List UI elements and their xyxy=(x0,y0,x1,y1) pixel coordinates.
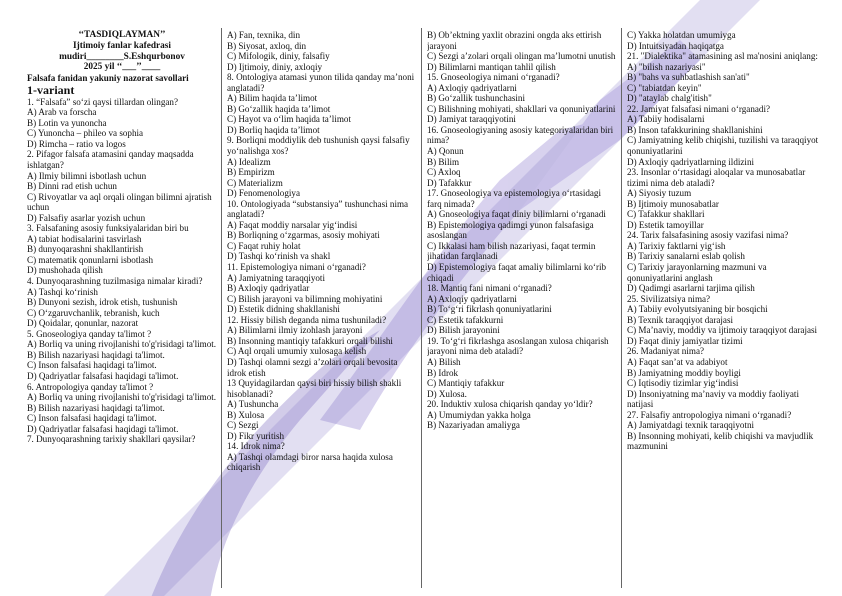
question-line: 2. Pifagor falsafa atamasini qanday maqsadda ishlatgan? xyxy=(27,149,194,171)
question-line: 22. Jamiyat falsafasi nimani o‘rganadi? xyxy=(627,103,771,114)
question-line: C) Materializm xyxy=(227,177,283,188)
question-line: B) Ijtimoiy munosabatlar xyxy=(627,198,719,209)
question-line: A) tabiat hodisalarini tasvirlash xyxy=(27,233,142,244)
question-line: 24. Tarix falsafasining asosiy vazifasi nima? xyxy=(627,230,789,241)
question-line: 18. Mantiq fani nimani o‘rganadi? xyxy=(427,283,552,294)
variant-title: 1-variant xyxy=(27,82,75,97)
question-line: 25. Sivilizatsiya nima? xyxy=(627,293,711,304)
question-line: B) To‘g‘ri fikrlash qonuniyatlarini xyxy=(427,304,552,315)
question-line: A) Bilim haqida ta’limot xyxy=(227,93,318,104)
question-line: A) Jamiyatdagi texnik taraqqiyotni xyxy=(627,420,755,431)
column-1 xyxy=(27,30,217,586)
question-line: D) Fikr yuritish xyxy=(227,430,285,441)
question-line: D) Jamiyat taraqqiyotini xyxy=(427,114,516,125)
question-line: A) Idealizm xyxy=(227,156,271,167)
question-line: C) matematik qonunlarni isbotlash xyxy=(27,254,154,265)
column-4-lines xyxy=(627,30,819,452)
question-line: C) Bilish jarayoni va bilimning mohiyatini xyxy=(227,293,383,304)
question-line: B) dunyoqarashni shakllantirish xyxy=(27,244,144,255)
question-line: 3. Falsafaning asosiy funksiyalaridan biri bu xyxy=(27,223,189,234)
question-line: A) Borliq va uning rivojlanishi to'g'risidagi ta'limot. xyxy=(27,392,217,403)
question-line: B) Bilish nazariyasi haqidagi ta'limot. xyxy=(27,402,165,413)
question-line: A) Borliq va uning rivojlanishi to'g'risidagi ta'limot. xyxy=(27,339,217,350)
question-line: D) Faqat diniy jamiyatlar tizimi xyxy=(627,335,743,346)
column-divider-3 xyxy=(621,28,622,588)
question-line: 20. Induktiv xulosa chiqarish qanday yo‘ldir? xyxy=(427,399,593,410)
question-line: D) Qadimgi asarlarni tarjima qilish xyxy=(627,283,755,294)
question-line: D) Estetik tamoyillar xyxy=(627,219,704,230)
question-line: C) Yunoncha – phileo va sophia xyxy=(27,128,144,139)
question-line: 17. Gnoseologiya va epistemologiya o‘rtasidagi farq nimada? xyxy=(427,188,602,209)
question-line: D) Axloqiy qadriyatlarning ildizini xyxy=(627,156,755,167)
column-1-lines xyxy=(27,97,217,445)
question-line: D) Intuitsiyadan haqiqatga xyxy=(627,40,724,51)
question-line: 10. Ontologiyada “substansiya” tushunchasi nima anglatadi? xyxy=(227,198,409,220)
question-line: 21. "Dialektika" atamasining asl ma'nosini aniqlang: xyxy=(627,51,818,62)
question-line: 27. Falsafiy antropologiya nimani o‘rganadi? xyxy=(627,409,792,420)
question-line: A) Bilish xyxy=(427,356,461,367)
question-line: C) Mifologik, diniy, falsafiy xyxy=(227,51,330,62)
question-line: C) Rivoyatlar va aql orqali olingan bilimni ajratish uchun xyxy=(27,191,212,213)
question-line: B) Tarixiy sanalarni eslab qolish xyxy=(627,251,745,262)
question-line: A) Fan, texnika, din xyxy=(227,30,300,40)
question-line: 12. Hissiy bilish deganda nima tushuniladi? xyxy=(227,314,387,325)
question-line: 13 Quyidagilardan qaysi biri hissiy bilish shakli hisoblanadi? xyxy=(227,378,402,399)
question-line: B) Siyosat, axloq, din xyxy=(227,40,307,51)
question-line: C) Hayot va o‘lim haqida ta’limot xyxy=(227,114,352,125)
question-line: B) Texnik taraqqiyot darajasi xyxy=(627,314,734,325)
question-line: D) Falsafiy asarlar yozish uchun xyxy=(27,212,146,223)
question-line: A) Jamiyatning taraqqiyoti xyxy=(227,272,325,283)
question-line: A) Gnoseologiya faqat diniy bilimlarni o‘rganadi xyxy=(427,209,606,220)
question-line: B) Ob’ektning yaxlit obrazini ongda aks ettirish jarayoni xyxy=(427,30,602,51)
question-line: B) "bahs va suhbatlashish san'ati" xyxy=(627,72,750,83)
question-line: C) Yakka holatdan umumiyga xyxy=(627,30,736,40)
question-line: 26. Madaniyat nima? xyxy=(627,346,705,357)
question-line: 1. “Falsafa” so‘zi qaysi tillardan olingan? xyxy=(27,96,179,107)
question-line: A) Faqat san’at va adabiyot xyxy=(627,356,728,367)
question-line: B) Borliqning o‘zgarmas, asosiy mohiyati xyxy=(227,230,380,241)
question-line: D) Estetik didning shakllanishi xyxy=(227,304,340,315)
question-line: C) Ma’naviy, moddiy va ijtimoiy taraqqiyot darajasi xyxy=(627,325,818,336)
question-line: A) Ilmiy bilimni isbotlash uchun xyxy=(27,170,147,181)
question-line: D) Qadriyatlar falsafasi haqidagi ta'limot. xyxy=(27,423,179,434)
question-line: C) Faqat ruhiy holat xyxy=(227,240,301,251)
department-name: Ijtimoiy fanlar kafedrasi xyxy=(73,40,171,51)
question-line: 9. Borliqni moddiylik deb tushunish qaysi falsafiy yo‘nalishga xos? xyxy=(227,135,410,157)
column-2 xyxy=(227,30,417,586)
question-line: C) Sezgi xyxy=(227,420,259,431)
question-line: A) Axloqiy qadriyatlarni xyxy=(427,82,517,93)
question-line: B) Insonning mantiqiy tafakkuri orqali bilishi xyxy=(227,335,393,346)
column-4 xyxy=(627,30,819,586)
question-line: A) Tabiiy hodisalarni xyxy=(627,114,705,125)
question-line: B) Empirizm xyxy=(227,167,275,178)
question-line: C) "tabiatdan keyin" xyxy=(627,82,702,93)
question-line: A) Axloqiy qadriyatlarni xyxy=(427,293,517,304)
question-line: C) O‘zgaruvchanlik, tebranish, kuch xyxy=(27,307,160,318)
question-line: C) Inson falsafasi haqidagi ta'limot. xyxy=(27,360,157,371)
department-head: mudiri________S.Eshqurbonov xyxy=(59,51,185,62)
question-line: C) Tarixiy jarayonlarning mazmuni va qonuniyatlarini anglash xyxy=(627,262,767,283)
question-line: A) Tarixiy faktlarni yig‘ish xyxy=(627,240,726,251)
question-line: 23. Insonlar o‘rtasidagi aloqalar va munosabatlar tizimi nima deb ataladi? xyxy=(627,167,806,188)
question-line: C) Aql orqali umumiy xulosaga kelish xyxy=(227,346,367,357)
question-line: B) Inson tafakkurining shakllanishini xyxy=(627,124,763,135)
question-line: D) Bilimlarni mantiqan tahlil qilish xyxy=(427,61,556,72)
question-line: B) Insonning mohiyati, kelib chiqishi va mavjudlik mazmunini xyxy=(627,430,814,452)
question-line: C) Jamiyatning kelib chiqishi, tuzilishi va taraqqiyot qonuniyatlarini xyxy=(627,135,819,157)
question-line: B) Bilim xyxy=(427,156,460,167)
question-line: A) Qonun xyxy=(427,146,464,157)
question-line: B) Bilish nazariyasi haqidagi ta'limot. xyxy=(27,349,165,360)
question-line: A) Faqat moddiy narsalar yig‘indisi xyxy=(227,219,358,230)
question-line: 14. Idrok nima? xyxy=(227,441,285,452)
question-line: D) Epistemologiya faqat amaliy bilimlarni ko‘rib chiqadi xyxy=(427,262,607,283)
question-line: 19. To‘g‘ri fikrlashga asoslangan xulosa chiqarish jarayoni nima deb ataladi? xyxy=(427,335,609,357)
question-line: 16. Gnoseologiyaning asosiy kategoriyalaridan biri nima? xyxy=(427,124,614,146)
question-line: C) Tafakkur shakllari xyxy=(627,209,705,220)
question-line: 4. Dunyoqarashning tuzilmasiga nimalar kiradi? xyxy=(27,276,203,287)
question-line: A) Tushuncha xyxy=(227,399,279,410)
question-line: D) Borliq haqida ta’limot xyxy=(227,124,320,135)
question-line: B) Idrok xyxy=(427,367,459,378)
question-line: B) Epistemologiya qadimgi yunon falsafasiga asoslangan xyxy=(427,219,594,241)
question-line: C) Inson falsafasi haqidagi ta'limot. xyxy=(27,413,157,424)
question-line: 6. Antropologiya qanday ta'limot ? xyxy=(27,381,154,392)
approval-date: 2025 yil ‘‘___’’____ xyxy=(83,62,161,73)
question-line: D) Rimcha – ratio va logos xyxy=(27,138,126,149)
question-line: A) Tabiiy evolyutsiyaning bir bosqichi xyxy=(627,304,768,315)
question-line: A) Umumiydan yakka holga xyxy=(427,409,531,420)
question-line: C) Sezgi a’zolari orqali olingan ma’lumotni unutish xyxy=(427,51,616,62)
question-line: C) Mantiqiy tafakkur xyxy=(427,378,505,389)
question-line: D) mushohada qilish xyxy=(27,265,103,276)
column-3 xyxy=(427,30,617,586)
question-line: A) Siyosiy tuzum xyxy=(627,188,692,199)
question-line: A) Tashqi ko‘rinish xyxy=(27,286,98,297)
question-line: B) Lotin va yunoncha xyxy=(27,117,107,128)
question-line: D) Tashqi olamni sezgi a’zolari orqali bevosita idrok etish xyxy=(227,356,398,378)
question-line: B) Nazariyadan amaliyga xyxy=(427,420,520,431)
question-line: 5. Gnoseologiya qanday ta'limot ? xyxy=(27,328,152,339)
question-line: B) Jamiyatning moddiy boyligi xyxy=(627,367,741,378)
approval-title: ‘‘TASDIQLAYMAN’’ xyxy=(78,30,166,40)
question-line: A) Bilimlarni ilmiy izohlash jarayoni xyxy=(227,325,363,336)
question-line: C) Axloq xyxy=(427,167,461,178)
question-line: C) Ikkalasi ham bilish nazariyasi, faqat termin jihatidan farqlanadi xyxy=(427,240,596,262)
question-line: B) Dunyoni sezish, idrok etish, tushunish xyxy=(27,297,178,308)
question-line: D) Tashqi ko‘rinish va shakl xyxy=(227,251,331,262)
question-line: B) Go‘zallik haqida ta’limot xyxy=(227,103,331,114)
question-line: D) Insoniyatning ma’naviy va moddiy faoliyati natijasi xyxy=(627,388,799,410)
question-line: A) Tashqi olamdagi biror narsa haqida xulosa chiqarish xyxy=(227,451,393,473)
question-line: C) Estetik tafakkurni xyxy=(427,314,504,325)
question-line: B) Axloqiy qadriyatlar xyxy=(227,283,310,294)
question-line: D) Ijtimoiy, diniy, axloqiy xyxy=(227,61,323,72)
question-line: B) Xulosa xyxy=(227,409,265,420)
question-line: D) Fenomenologiya xyxy=(227,188,300,199)
question-line: B) Go‘zallik tushunchasini xyxy=(427,93,525,104)
question-line: D) Qadriyatlar falsafasi haqidagi ta'limot. xyxy=(27,370,179,381)
question-line: D) Tafakkur xyxy=(427,177,472,188)
column-3-lines xyxy=(427,30,617,431)
question-line: D) "ataylab chalg'itish" xyxy=(627,93,712,104)
column-2-lines xyxy=(227,30,417,473)
question-line: C) Bilishning mohiyati, shakllari va qonuniyatlarini xyxy=(427,103,616,114)
question-line: D) Bilish jarayonini xyxy=(427,325,500,336)
question-line: 15. Gnoseologiya nimani o‘rganadi? xyxy=(427,72,560,83)
exam-subject: Falsafa fanidan yakuniy nazorat savollari xyxy=(27,73,189,84)
question-line: 11. Epistemologiya nimani o‘rganadi? xyxy=(227,262,366,273)
question-line: 8. Ontologiya atamasi yunon tilida qanday ma’noni anglatadi? xyxy=(227,72,415,93)
question-line: C) Iqtisodiy tizimlar yig‘indisi xyxy=(627,378,739,389)
question-line: A) "bilish nazariyasi" xyxy=(627,61,706,72)
question-line: B) Dinni rad etish uchun xyxy=(27,181,117,192)
question-line: 7. Dunyoqarashning tarixiy shakllari qaysilar? xyxy=(27,434,196,445)
question-line: A) Arab va forscha xyxy=(27,107,97,118)
question-line: D) Qoidalar, qonunlar, nazorat xyxy=(27,318,139,329)
column-divider-1 xyxy=(221,28,222,588)
question-line: D) Xulosa. xyxy=(427,388,467,399)
column-divider-2 xyxy=(421,28,422,588)
